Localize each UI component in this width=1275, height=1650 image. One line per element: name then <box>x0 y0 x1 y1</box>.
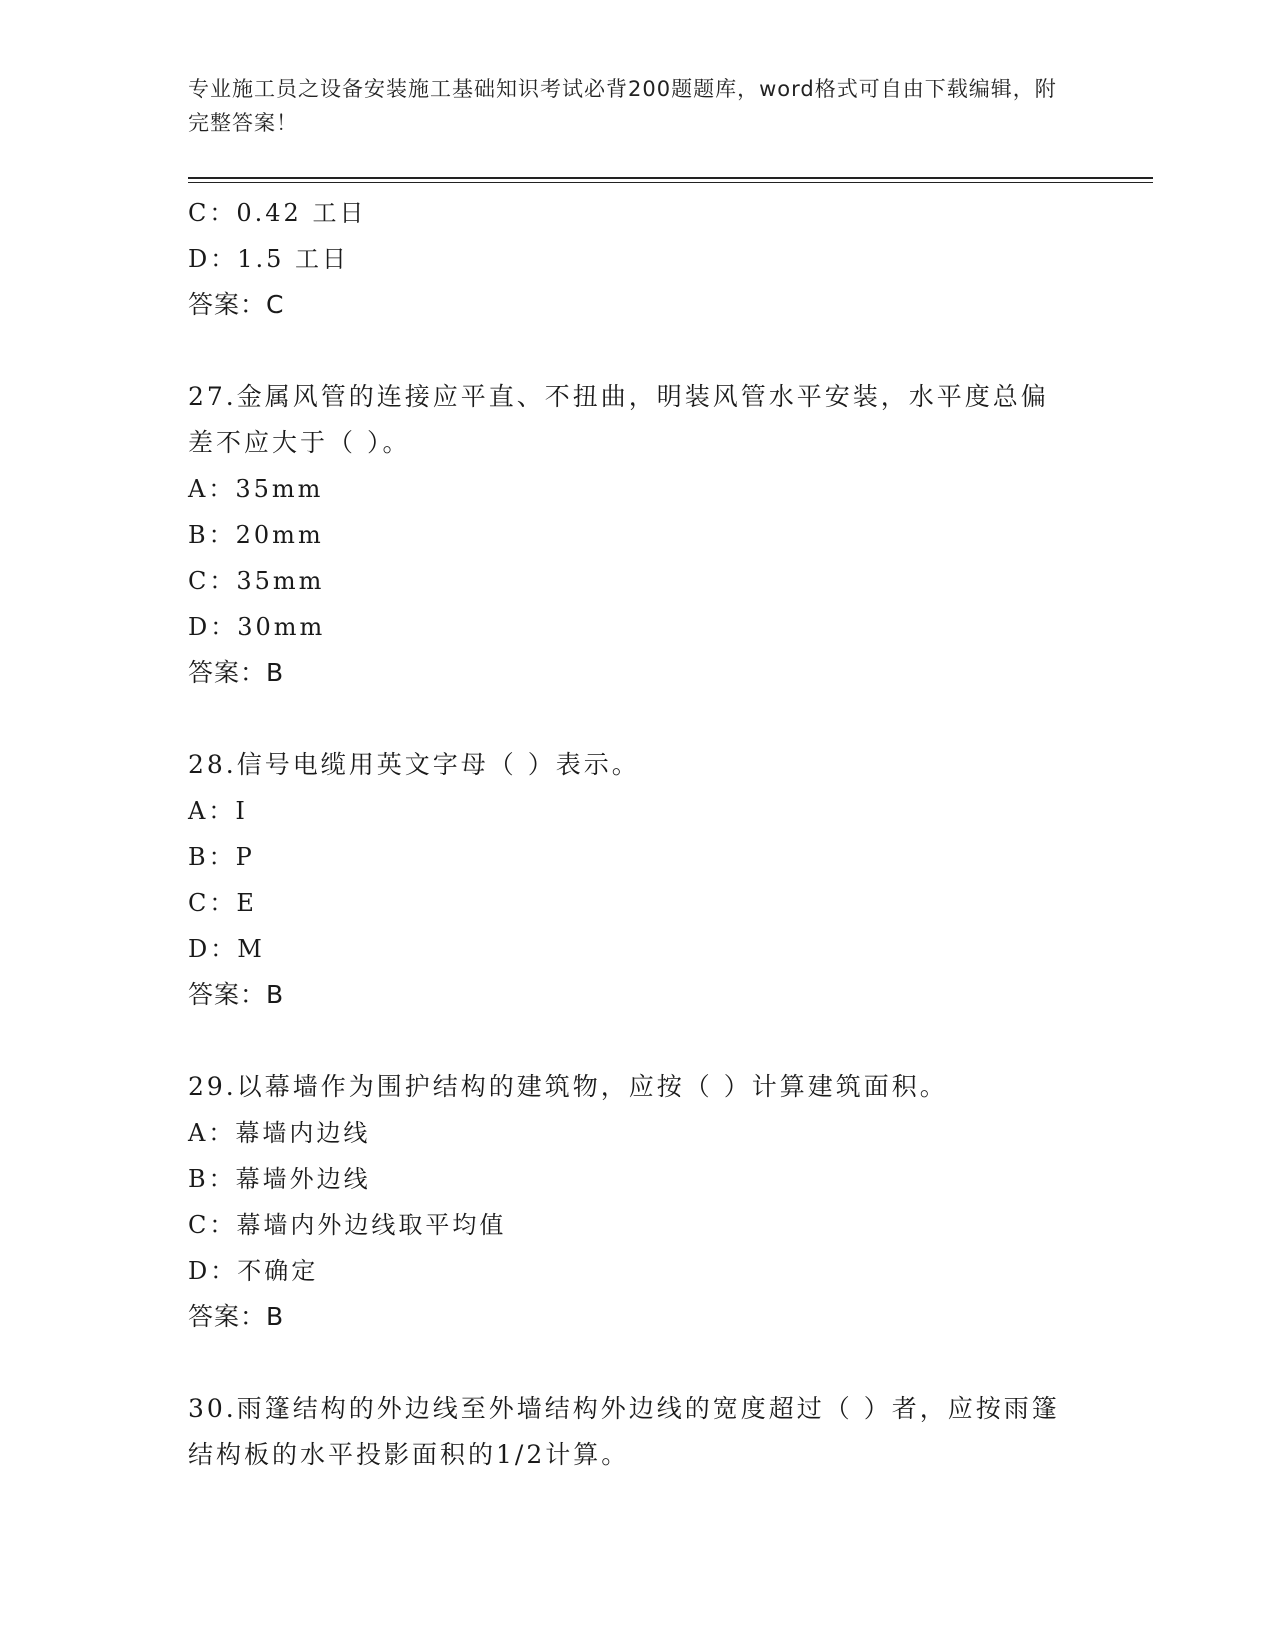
option-b: B：P <box>188 843 255 871</box>
question-28 <box>188 742 1088 1018</box>
answer: 答案：B <box>188 658 285 687</box>
option-d: D：30mm <box>188 613 326 641</box>
document-header: 专业施工员之设备安装施工基础知识考试必背200题题库，word格式可自由下载编辑，附完整答案！ <box>188 77 1057 135</box>
answer: 答案：C <box>188 290 285 319</box>
question-list <box>188 190 1088 1478</box>
question-text: 29.以幕墙作为围护结构的建筑物，应按（ ）计算建筑面积。 <box>188 1072 948 1101</box>
option-a: A：I <box>188 797 248 825</box>
option-d: D：1.5 工日 <box>188 245 350 273</box>
option-c: C：E <box>188 889 257 917</box>
answer: 答案：B <box>188 980 285 1009</box>
question-text: 27.金属风管的连接应平直、不扭曲，明装风管水平安装，水平度总偏差不应大于（ ）。 <box>188 382 1049 457</box>
answer: 答案：B <box>188 1302 285 1331</box>
question-29 <box>188 1064 1088 1340</box>
option-a: A：幕墙内边线 <box>188 1119 371 1147</box>
question-30 <box>188 1386 1088 1478</box>
option-c: C：35mm <box>188 567 325 595</box>
option-b: B：幕墙外边线 <box>188 1165 371 1193</box>
option-b: B：20mm <box>188 521 324 549</box>
option-a: A：35mm <box>188 475 324 503</box>
header-divider <box>188 177 1153 179</box>
header-divider-thin <box>188 182 1153 183</box>
question-text: 28.信号电缆用英文字母（ ）表示。 <box>188 750 640 779</box>
question-27 <box>188 374 1088 696</box>
option-d: D：不确定 <box>188 1257 319 1285</box>
option-c: C：幕墙内外边线取平均值 <box>188 1211 507 1239</box>
option-d: D：M <box>188 935 265 963</box>
question-text: 30.雨篷结构的外边线至外墙结构外边线的宽度超过（ ）者，应按雨篷结构板的水平投影面积的1/2计算。 <box>188 1394 1060 1469</box>
option-c: C：0.42 工日 <box>188 199 367 227</box>
